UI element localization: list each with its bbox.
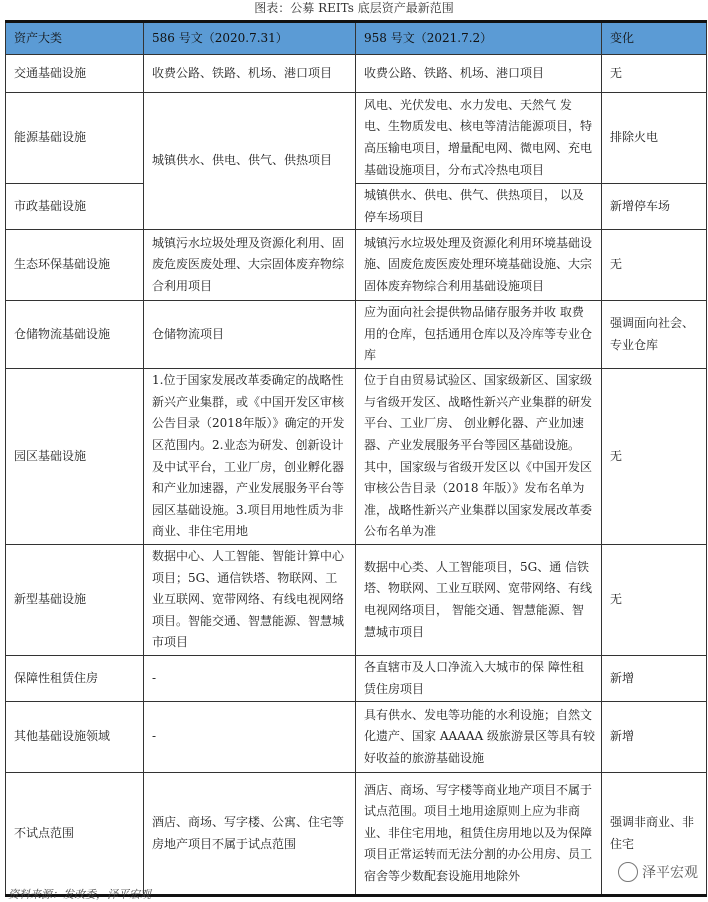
cell-change: 新增 <box>602 702 707 773</box>
cell-category: 仓储物流基础设施 <box>6 301 144 369</box>
table-row <box>6 55 707 93</box>
cell-category: 市政基础设施 <box>6 184 144 230</box>
header-doc586: 586 号文（2020.7.31） <box>144 22 356 55</box>
cell-category: 保障性租赁住房 <box>6 655 144 701</box>
cell-category: 交通基础设施 <box>6 55 144 93</box>
cell-change: 无 <box>602 369 707 545</box>
watermark <box>618 862 698 882</box>
table-row <box>6 773 707 896</box>
cell-doc958: 城镇污水垃圾处理及资源化利用环境基础设施、固废危废医废处理环境基础设施、大宗固体废弃物综合利用基础设施项目 <box>356 230 602 301</box>
cell-doc958: 风电、光伏发电、水力发电、天然气 发电、生物质发电、核电等清洁能源项目，特高压输电项目，增量配电网、微电网、充电基础设施项目，分布式冷热电项目 <box>356 93 602 184</box>
header-change: 变化 <box>602 22 707 55</box>
cell-change: 新增 <box>602 655 707 701</box>
table-row <box>6 702 707 773</box>
table-row <box>6 93 707 184</box>
cell-doc586: 城镇污水垃圾处理及资源化利用、固废危废医废处理、大宗固体废弃物综合利用项目 <box>144 230 356 301</box>
cell-change: 强调非商业、非住宅 <box>602 773 707 896</box>
wechat-icon <box>618 862 638 882</box>
cell-doc958: 应为面向社会提供物品储存服务并收 取费用的仓库，包括通用仓库以及冷库等专业仓库 <box>356 301 602 369</box>
cell-category: 能源基础设施 <box>6 93 144 184</box>
table-row <box>6 655 707 701</box>
cell-category: 新型基础设施 <box>6 544 144 655</box>
cell-doc586: - <box>144 702 356 773</box>
watermark-text: 泽平宏观 <box>642 865 698 881</box>
table-row <box>6 301 707 369</box>
cell-category: 不试点范围 <box>6 773 144 896</box>
cell-category: 园区基础设施 <box>6 369 144 545</box>
header-doc958: 958 号文（2021.7.2） <box>356 22 602 55</box>
cell-doc958: 具有供水、发电等功能的水利设施；自然文化遗产、国家 AAAAA 级旅游景区等具有较好收益的旅游基础设施 <box>356 702 602 773</box>
cell-change: 强调面向社会、专业仓库 <box>602 301 707 369</box>
table-row <box>6 184 707 230</box>
header-category: 资产大类 <box>6 22 144 55</box>
cell-doc958: 收费公路、铁路、机场、港口项目 <box>356 55 602 93</box>
cell-doc958: 城镇供水、供电、供气、供热项目， 以及停车场项目 <box>356 184 602 230</box>
cell-doc586: 城镇供水、供电、供气、供热项目 <box>144 93 356 230</box>
figure-title: 图表：公募 REITs 底层资产最新范围 <box>254 1 454 15</box>
reits-asset-table <box>5 20 707 897</box>
cell-doc586: - <box>144 655 356 701</box>
cell-doc586: 收费公路、铁路、机场、港口项目 <box>144 55 356 93</box>
cell-change: 无 <box>602 230 707 301</box>
cell-category: 生态环保基础设施 <box>6 230 144 301</box>
table-header-row <box>6 22 707 55</box>
cell-doc586: 仓储物流项目 <box>144 301 356 369</box>
cell-category: 其他基础设施领域 <box>6 702 144 773</box>
source-note: 资料来源：发改委，泽平宏观 <box>8 888 151 901</box>
cell-change: 新增停车场 <box>602 184 707 230</box>
cell-change: 无 <box>602 55 707 93</box>
cell-change: 排除火电 <box>602 93 707 184</box>
cell-doc958: 酒店、商场、写字楼等商业地产项目不属于试点范围。项目土地用途原则上应为非商业、非住宅用地，租赁住房用地以及为保障项目正常运转而无法分割的办公用房、员工宿舍等少数配套设施用地除外 <box>356 773 602 896</box>
table-row <box>6 369 707 545</box>
cell-doc958: 各直辖市及人口净流入大城市的保 障性租赁住房项目 <box>356 655 602 701</box>
cell-doc958: 数据中心类、人工智能项目，5G、通 信铁塔、物联网、工业互联网、宽带网络、有线电视网络项目， 智能交通、智慧能源、智慧城市项目 <box>356 544 602 655</box>
table-row <box>6 230 707 301</box>
cell-doc958: 位于自由贸易试验区、国家级新区、国家级与省级开发区、战略性新兴产业集群的研发平台、工业厂房、 创业孵化器、产业加速器、产业发展服务平台等园区基础设施。 其中，国家级与省级开发区以《中国开发区审核公告目录（2018 年版）》发布名单为准，战略性新兴产业集群以国家发展改革委 公布名单为准 <box>356 369 602 545</box>
cell-doc586: 数据中心、人工智能、智能计算中心项目；5G、通信铁塔、物联网、工业互联网、宽带网络、有线电视网络项目。智能交通、智慧能源、智慧城市项目 <box>144 544 356 655</box>
table-row <box>6 544 707 655</box>
cell-doc586: 1.位于国家发展改革委确定的战略性新兴产业集群，或《中国开发区审核公告目录（2018年版）》确定的开发区范围内。2.业态为研发、创新设计及中试平台，工业厂房，创业孵化器和产业加速器，产业发展服务平台等园区基础设施。3.项目用地性质为非商业、非住宅用地 <box>144 369 356 545</box>
cell-change: 无 <box>602 544 707 655</box>
cell-doc586: 酒店、商场、写字楼、公寓、住宅等房地产项目不属于试点范围 <box>144 773 356 896</box>
